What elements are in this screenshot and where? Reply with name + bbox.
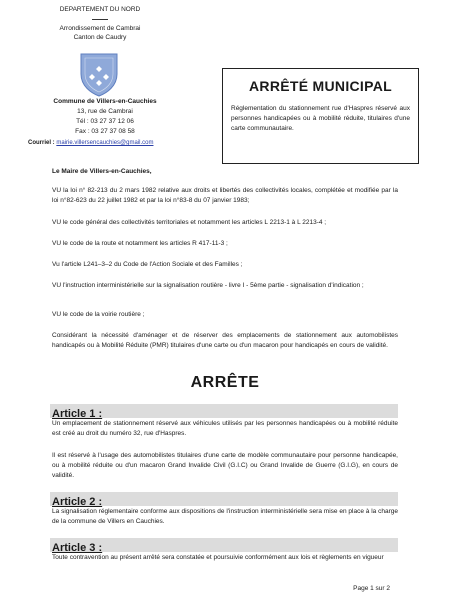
vu-paragraph-2: VU le code général des collectivités territoriales et notamment les articles L 2213-1 à L 2213-4 ; bbox=[52, 219, 327, 226]
department-header bbox=[30, 5, 170, 43]
article-1-paragraph-1: Un emplacement de stationnement réservé aux véhicules utilisés par les personnes handicapées ou à mobilité réduite est créé au droit du numéro 32, rue d'Haspres. bbox=[52, 420, 398, 437]
vu-paragraph-5: VU l'instruction interministérielle sur la signalisation routière - livre I - 5ème partie - signalisation d'indication ; bbox=[52, 282, 364, 289]
article-3-heading: Article 3 : bbox=[50, 538, 398, 552]
title-box bbox=[222, 68, 419, 164]
arrondissement: Arrondissement de Cambrai bbox=[59, 24, 141, 32]
document-title: ARRÊTÉ MUNICIPAL bbox=[249, 78, 392, 94]
commune-name: Commune de Villers-en-Cauchies bbox=[53, 98, 157, 105]
maire-line: Le Maire de Villers-en-Cauchies, bbox=[52, 168, 152, 175]
article-2-paragraph-1: La signalisation réglementaire conforme aux dispositions de l'instruction interministérielle sera mise en place à la charge de la commune de Villers en Cauchies. bbox=[52, 508, 398, 525]
article-1-heading: Article 1 : bbox=[50, 404, 398, 418]
article-3-paragraph-1: Toute contravention au présent arrêté sera constatée et poursuivie conformément aux lois et règlements en vigueur bbox=[52, 554, 384, 561]
fax: Fax : 03 27 37 08 58 bbox=[75, 128, 135, 135]
document-subject: Réglementation du stationnement rue d'Haspres réservé aux personnes handicapées ou à mobilité réduite, titulaires d'une carte communautaire. bbox=[231, 105, 410, 132]
commune-block bbox=[30, 97, 180, 137]
article-2-heading: Article 2 : bbox=[50, 492, 398, 506]
address: 13, rue de Cambrai bbox=[77, 108, 133, 115]
vu-paragraph-6: VU le code de la voirie routière ; bbox=[52, 311, 145, 318]
telephone: Tél : 03 27 37 12 06 bbox=[76, 118, 134, 125]
article-1-paragraph-2: Il est réservé à l'usage des automobilistes titulaires d'une carte de modèle communautaire pour personne handicapée, ou à mobilité réduite ou d'un macaron Grand Invalide Civil (G.I.C) ou Grand Invalide de Guerre (G.I.G), en cours de validité. bbox=[52, 452, 398, 479]
email-label: Courriel : bbox=[28, 140, 55, 146]
vu-paragraph-3: VU le code de la route et notamment les articles R 417-11-3 ; bbox=[52, 240, 228, 247]
coat-of-arms-icon bbox=[79, 52, 119, 98]
email-link[interactable]: mairie.villersencauchies@gmail.com bbox=[56, 140, 154, 146]
canton: Canton de Caudry bbox=[73, 34, 127, 41]
arrete-heading: ARRÊTE bbox=[190, 374, 260, 391]
vu-paragraph-1: VU la loi n° 82-213 du 2 mars 1982 relative aux droits et libertés des collectivités locales, complétée et modifiée par la loi n°82-623 du 22 juillet 1982 et par la loi n°83-8 du 07 janvier 1983; bbox=[52, 187, 398, 204]
vu-paragraph-4: Vu l'article L241–3–2 du Code de l'Action Sociale et des Familles ; bbox=[52, 261, 243, 268]
divider bbox=[30, 15, 170, 24]
considerant-paragraph: Considérant la nécessité d'aménager et de réserver des emplacements de stationnement aux automobilistes handicapés ou à Mobilité Réduite (PMR) titulaires d'une carte ou d'un macaron pour handicapés en cours de validité. bbox=[52, 332, 398, 349]
page-number: Page 1 sur 2 bbox=[353, 585, 390, 592]
department-name: DEPARTEMENT DU NORD bbox=[59, 6, 141, 13]
email-line bbox=[28, 140, 153, 146]
